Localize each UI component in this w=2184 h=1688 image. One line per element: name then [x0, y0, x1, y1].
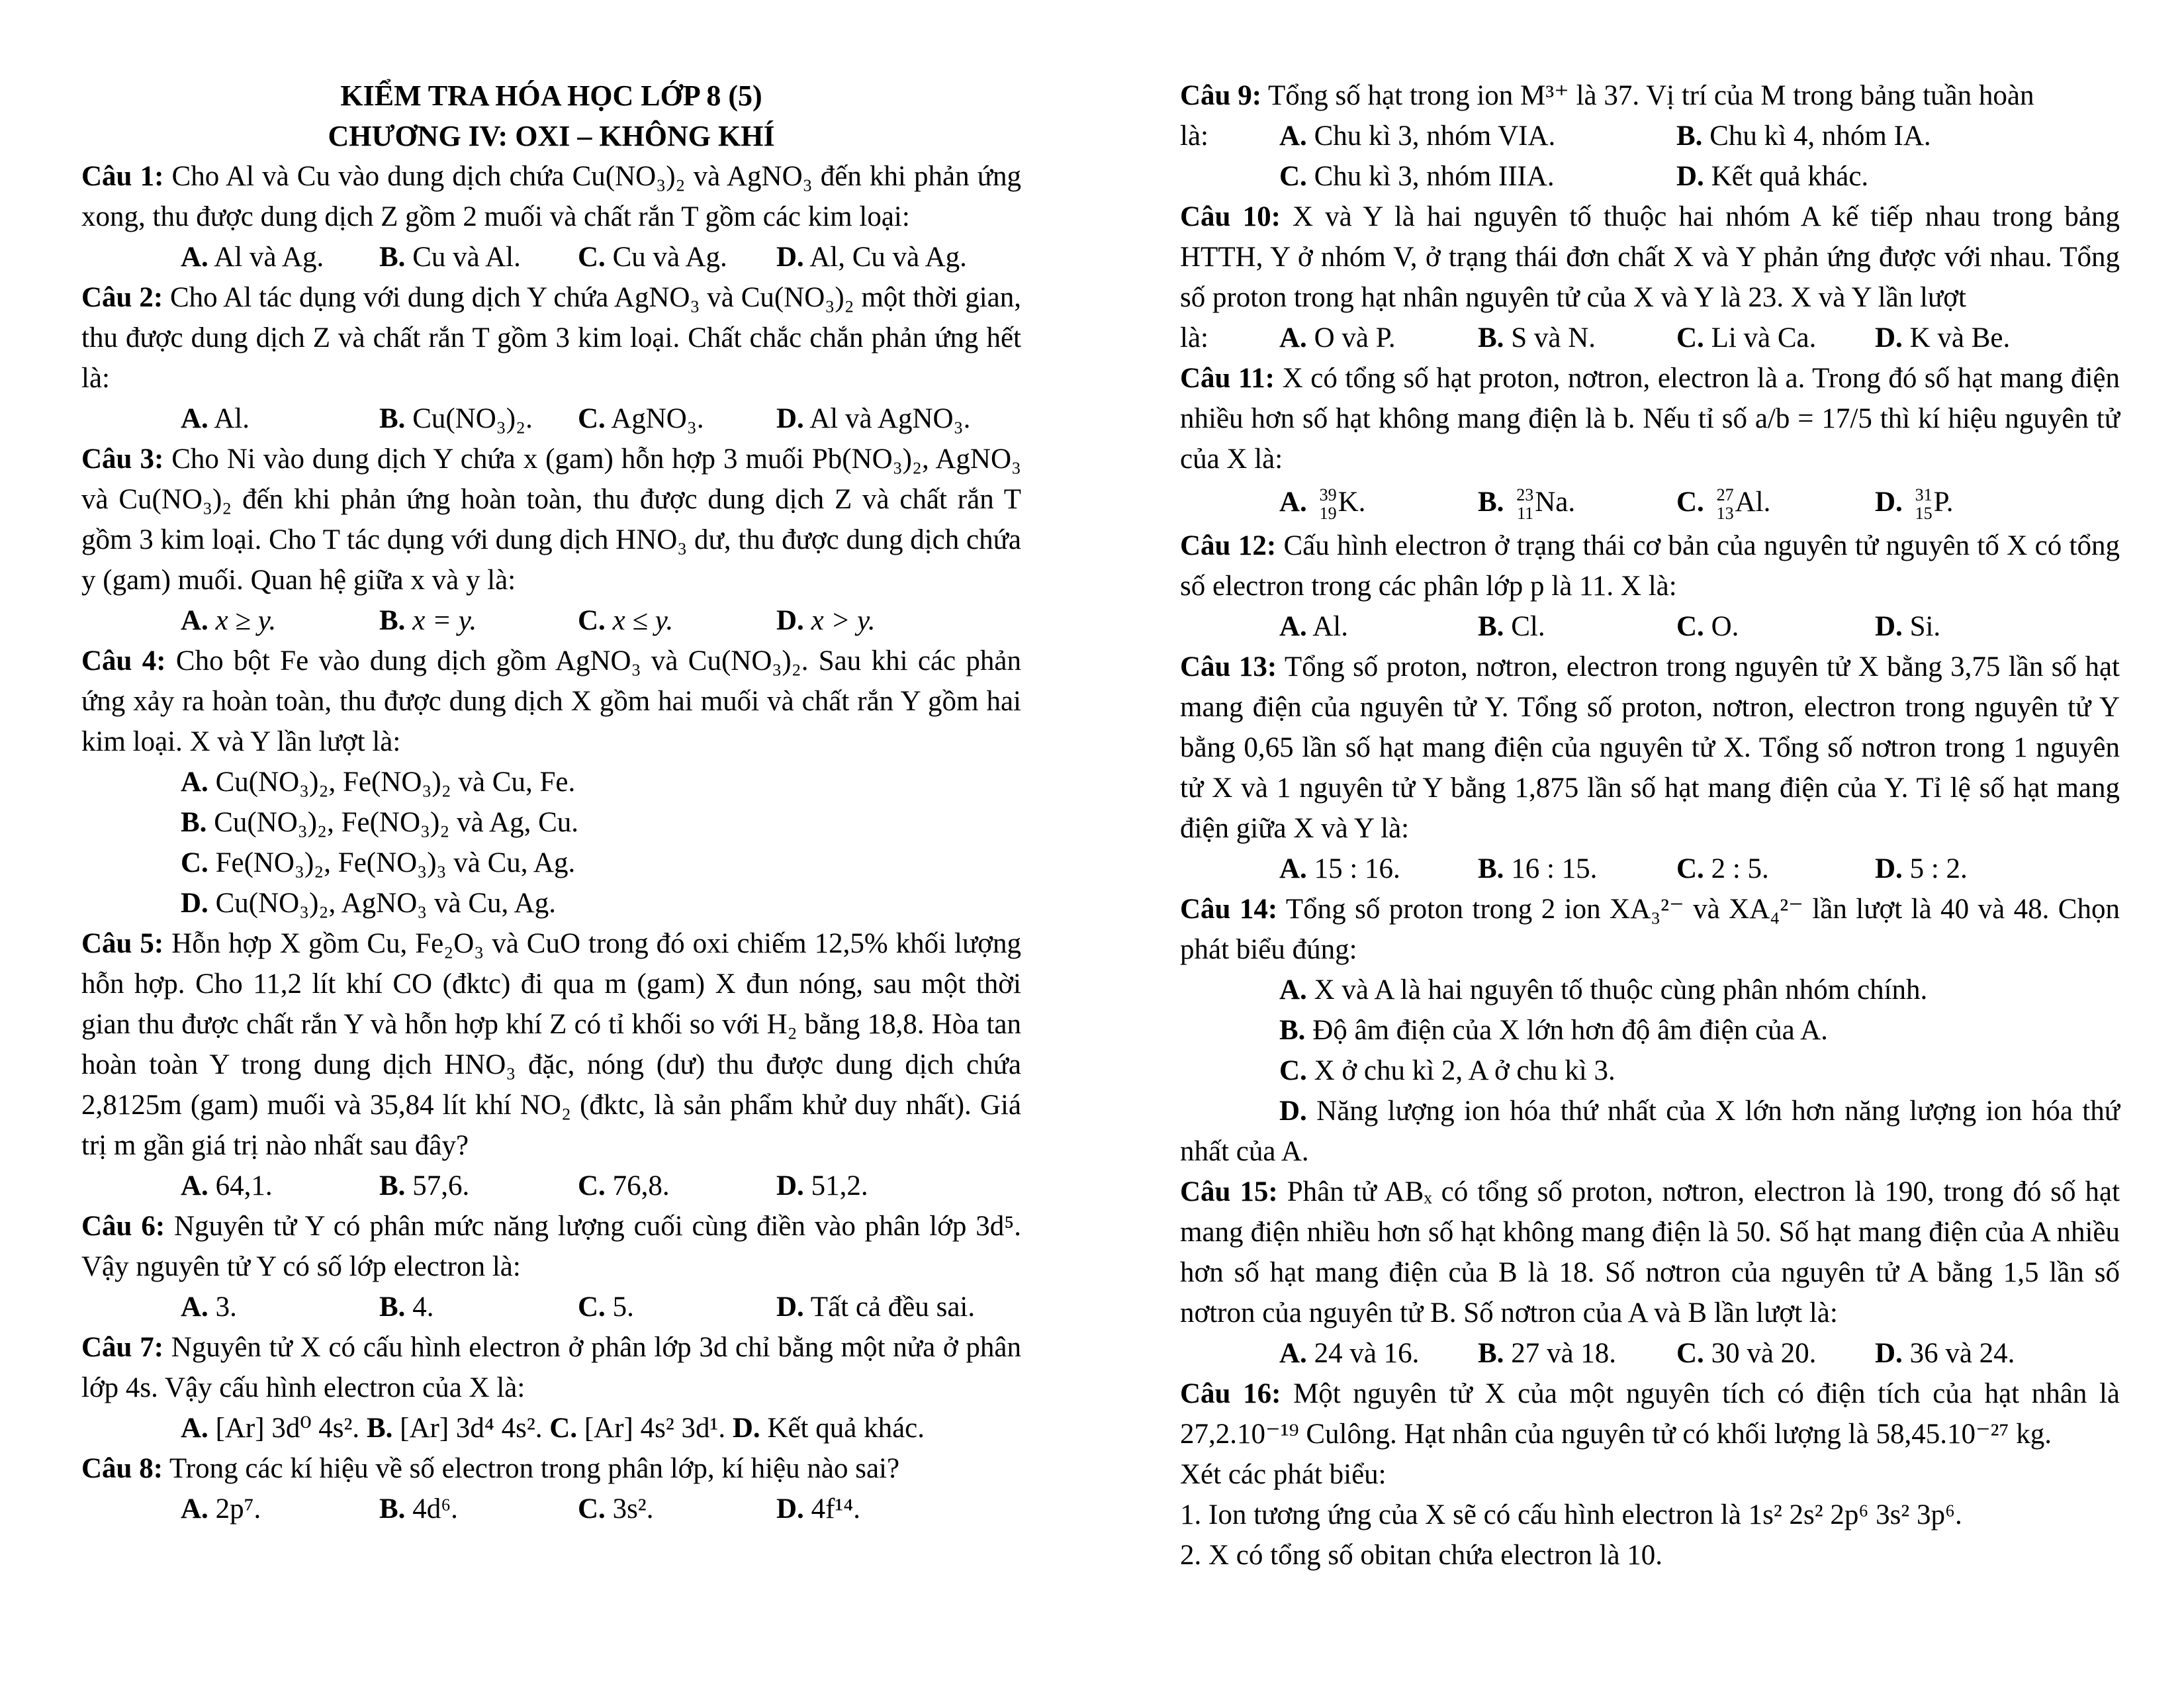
q8-options — [81, 1489, 1021, 1529]
question-12 — [1180, 526, 2120, 606]
option-b[interactable]: B. Cl. — [1478, 611, 1545, 642]
option-b[interactable]: B. 4d⁶. — [379, 1493, 458, 1524]
question-11 — [1180, 358, 2120, 479]
option-d[interactable]: D. x > y. — [776, 605, 876, 636]
q7-options — [81, 1408, 1021, 1448]
isotope-notation: 31 15 — [1915, 485, 1933, 524]
option-a[interactable]: A. Al. — [181, 403, 250, 434]
question-text: Nguyên tử X có cấu hình electron ở phân lớp 3d chỉ bằng một nửa ở phân lớp 4s. Vậy cấu hình electron của X là: — [81, 1332, 1021, 1403]
la-label: là: — [1180, 322, 1208, 353]
option-c[interactable]: C. Li và Ca. — [1676, 322, 1817, 353]
option-c[interactable]: C. AgNO₃. — [578, 403, 704, 434]
question-label: Câu 16: — [1180, 1378, 1281, 1409]
question-label: Câu 3: — [81, 444, 164, 475]
q3-options — [81, 600, 1021, 641]
option-a[interactable]: A. 3. — [181, 1291, 237, 1323]
question-text: X có tổng số hạt proton, nơtron, electron là a. Trong đó số hạt mang điện nhiều hơn số hạt không mang điện là b. Nếu tỉ số a/b = 17/5 thì kí hiệu nguyên tử của X là: — [1180, 363, 2120, 475]
left-column — [81, 75, 1021, 1529]
option-b[interactable]: B. Độ âm điện của X lớn hơn độ âm điện của A. — [1279, 1015, 1828, 1046]
option-a[interactable]: A. Cu(NO₃)₂, Fe(NO₃)₂ và Cu, Fe. — [181, 767, 576, 798]
option-c[interactable]: C. 2 : 5. — [1676, 853, 1769, 884]
option-b[interactable]: B. Cu(NO₃)₂, Fe(NO₃)₂ và Ag, Cu. — [181, 807, 579, 838]
option-d[interactable]: D. Cu(NO₃)₂, AgNO₃ và Cu, Ag. — [181, 888, 556, 919]
question-text: Cho Ni vào dung dịch Y chứa x (gam) hỗn hợp 3 muối Pb(NO₃)₂, AgNO₃ và Cu(NO₃)₂ đến khi phản ứng hoàn toàn, thu được dung dịch Z và chất rắn T gồm 3 kim loại. Cho T tác dụng với dung dịch HNO₃ dư, thu được dung dịch chứa y (gam) muối. Quan hệ giữa x và y là: — [81, 444, 1021, 596]
question-text: Cho Al và Cu vào dung dịch chứa Cu(NO₃)₂ và AgNO₃ đến khi phản ứng xong, thu được dung dịch Z gồm 2 muối và chất rắn T gồm các kim loại: — [81, 161, 1021, 232]
question-text: Hỗn hợp X gồm Cu, Fe₂O₃ và CuO trong đó oxi chiếm 12,5% khối lượng hỗn hợp. Cho 11,2 lít khí CO (đktc) đi qua m (gam) X đun nóng, sau một thời gian thu được chất rắn Y và hỗn hợp khí Z có tỉ khối so với H₂ bằng 18,8. Hòa tan hoàn toàn Y trong dung dịch HNO₃ đặc, nóng (dư) thu được dung dịch chứa 2,8125m (gam) muối và 35,84 lít khí NO₂ (đktc, là sản phẩm khử duy nhất). Giá trị m gần giá trị nào nhất sau đây? — [81, 928, 1021, 1161]
question-label: Câu 12: — [1180, 530, 1277, 561]
option-b[interactable]: B. [Ar] 3d⁴ 4s². — [366, 1413, 543, 1444]
question-text: Cho Al tác dụng với dung dịch Y chứa AgNO₃ và Cu(NO₃)₂ một thời gian, thu được dung dịch Z và chất rắn T gồm 3 kim loại. Chất chắc chắn phản ứng hết là: — [81, 282, 1021, 394]
q15-options — [1180, 1333, 2120, 1374]
option-b[interactable]: B. S và N. — [1478, 322, 1596, 353]
option-a[interactable]: A. 64,1. — [181, 1170, 273, 1201]
option-b[interactable]: B. Cu(NO₃)₂. — [379, 403, 533, 434]
question-label: Câu 8: — [81, 1453, 163, 1484]
option-d[interactable]: D. 5 : 2. — [1875, 853, 1968, 884]
question-13 — [1180, 647, 2120, 849]
option-a[interactable]: A. x ≥ y. — [181, 605, 277, 636]
q2-options — [81, 399, 1021, 439]
option-a[interactable]: A. Al và Ag. — [181, 242, 324, 273]
question-5 — [81, 923, 1021, 1166]
question-label: Câu 10: — [1180, 201, 1281, 232]
question-label: Câu 5: — [81, 928, 164, 959]
option-a[interactable]: A. O và P. — [1279, 322, 1396, 353]
q11-options — [1180, 479, 2120, 526]
question-6 — [81, 1206, 1021, 1287]
option-c[interactable]: C. 30 và 20. — [1676, 1338, 1817, 1369]
option-a[interactable]: A. 24 và 16. — [1279, 1338, 1420, 1369]
option-d[interactable]: D. Năng lượng ion hóa thứ nhất của X lớn hơn năng lượng ion hóa thứ nhất của A. — [1180, 1096, 2120, 1167]
la-label: là: — [1180, 120, 1208, 152]
option-d[interactable]: D. Al và AgNO₃. — [776, 403, 971, 434]
q9-options-row2 — [1180, 156, 2120, 197]
q13-options — [1180, 849, 2120, 889]
question-text: Nguyên tử Y có phân mức năng lượng cuối cùng điền vào phân lớp 3d⁵. Vậy nguyên tử Y có số lớp electron là: — [81, 1211, 1021, 1282]
option-c[interactable]: C. 76,8. — [578, 1170, 670, 1201]
option-b[interactable]: B. Cu và Al. — [379, 242, 521, 273]
isotope-notation: 23 11 — [1516, 485, 1534, 524]
option-d[interactable]: D. 4f¹⁴. — [776, 1493, 861, 1524]
option-a[interactable]: A. 39 19 K. — [1279, 485, 1366, 524]
option-c[interactable]: C. Fe(NO₃)₂, Fe(NO₃)₃ và Cu, Ag. — [181, 847, 576, 878]
option-d[interactable]: D. Kết quả khác. — [732, 1413, 925, 1444]
question-label: Câu 13: — [1180, 651, 1277, 682]
option-c[interactable]: C. 3s². — [578, 1493, 654, 1524]
isotope-notation: 27 13 — [1716, 485, 1734, 524]
q1-options — [81, 237, 1021, 277]
option-d[interactable]: D. Si. — [1875, 611, 1941, 642]
option-a[interactable]: A. X và A là hai nguyên tố thuộc cùng phân nhóm chính. — [1279, 974, 1928, 1006]
question-text: Phân tử ABₓ có tổng số proton, nơtron, electron là 190, trong đó số hạt mang điện nhiều hơn số hạt không mang điện là 50. Số hạt mang điện của A nhiều hơn số hạt mang điện của B là 18. Số nơtron của nguyên tử A bằng 1,5 lần số nơtron của nguyên tử B. Số nơtron của A và B lần lượt là: — [1180, 1176, 2120, 1329]
option-c[interactable]: C. 27 13 Al. — [1676, 485, 1771, 524]
option-d[interactable]: D. 31 15 P. — [1875, 485, 1954, 524]
question-3 — [81, 439, 1021, 600]
option-b[interactable]: B. 27 và 18. — [1478, 1338, 1617, 1369]
option-a[interactable]: A. [Ar] 3d⁰ 4s². — [181, 1413, 360, 1444]
isotope-notation: 39 19 — [1319, 485, 1337, 524]
question-text: Tổng số hạt trong ion M³⁺ là 37. Vị trí của M trong bảng tuần hoàn — [1268, 80, 2034, 111]
consider-statements: Xét các phát biểu: — [1180, 1459, 1387, 1490]
question-label: Câu 9: — [1180, 80, 1262, 111]
option-d[interactable]: D. 51,2. — [776, 1170, 868, 1201]
option-d[interactable]: D. Tất cả đều sai. — [776, 1291, 976, 1323]
option-a[interactable]: A. 15 : 16. — [1279, 853, 1400, 884]
option-b[interactable]: B. 4. — [379, 1291, 434, 1323]
q6-options — [81, 1287, 1021, 1327]
question-text: Cho bột Fe vào dung dịch gồm AgNO₃ và Cu(NO₃)₂. Sau khi các phản ứng xảy ra hoàn toàn, thu được dung dịch X gồm hai muối và chất rắn Y gồm hai kim loại. X và Y lần lượt là: — [81, 645, 1021, 757]
option-d[interactable]: D. Kết quả khác. — [1676, 161, 1869, 192]
statement-1: 1. Ion tương ứng của X sẽ có cấu hình electron là 1s² 2s² 2p⁶ 3s² 3p⁶. — [1180, 1499, 1962, 1530]
question-1 — [81, 156, 1021, 237]
statement-2: 2. X có tổng số obitan chứa electron là 10. — [1180, 1540, 1663, 1571]
option-c[interactable]: C. [Ar] 4s² 3d¹. — [549, 1413, 726, 1444]
option-c[interactable]: C. Chu kì 3, nhóm IIIA. — [1279, 161, 1555, 192]
q5-options — [81, 1166, 1021, 1206]
question-label: Câu 6: — [81, 1211, 165, 1242]
option-d[interactable]: D. 36 và 24. — [1875, 1338, 2015, 1369]
option-b[interactable]: B. x = y. — [379, 605, 477, 636]
question-8 — [81, 1448, 1021, 1489]
option-c[interactable]: C. X ở chu kì 2, A ở chu kì 3. — [1279, 1055, 1615, 1086]
question-label: Câu 11: — [1180, 363, 1275, 394]
question-label: Câu 7: — [81, 1332, 164, 1363]
option-b[interactable]: B. Chu kì 4, nhóm IA. — [1676, 120, 1931, 152]
question-2 — [81, 277, 1021, 399]
question-label: Câu 15: — [1180, 1176, 1278, 1207]
chapter-title: CHƯƠNG IV: OXI – KHÔNG KHÍ — [328, 120, 775, 152]
option-a[interactable]: A. Chu kì 3, nhóm VIA. — [1279, 120, 1556, 152]
question-label: Câu 14: — [1180, 894, 1278, 925]
option-d[interactable]: D. K và Be. — [1875, 322, 2011, 353]
q9-options-row1 — [1180, 116, 2120, 156]
option-c[interactable]: C. O. — [1676, 611, 1739, 642]
q10-options — [1180, 318, 2120, 358]
option-c[interactable]: C. Cu và Ag. — [578, 242, 727, 273]
question-label: Câu 1: — [81, 161, 164, 192]
question-text: Tổng số proton, nơtron, electron trong nguyên tử X bằng 3,75 lần số hạt mang điện của nguyên tử Y. Tổng số proton, nơtron, electron trong nguyên tử Y bằng 0,65 lần số hạt mang điện của nguyên tử X. Tổng số nơtron trong 1 nguyên tử X và 1 nguyên tử Y bằng 1,875 lần số hạt mang điện của Y. Tỉ lệ số hạt mang điện giữa X và Y là: — [1180, 651, 2120, 844]
question-10 — [1180, 197, 2120, 318]
question-label: Câu 4: — [81, 645, 166, 677]
question-7 — [81, 1327, 1021, 1408]
question-label: Câu 2: — [81, 282, 163, 313]
question-text: X và Y là hai nguyên tố thuộc hai nhóm A kế tiếp nhau trong bảng HTTH, Y ở nhóm V, ở trạng thái đơn chất X và Y phản ứng được với nhau. Tổng số proton trong hạt nhân nguyên tử của X và Y là 23. X và Y lần lượt — [1180, 201, 2120, 313]
question-text: Tổng số proton trong 2 ion XA₃²⁻ và XA₄²⁻ lần lượt là 40 và 48. Chọn phát biểu đúng: — [1180, 894, 2120, 965]
question-15 — [1180, 1172, 2120, 1333]
option-c[interactable]: C. 5. — [578, 1291, 634, 1323]
exam-title: KIỂM TRA HÓA HỌC LỚP 8 (5) — [340, 79, 762, 112]
question-14 — [1180, 889, 2120, 970]
question-16 — [1180, 1374, 2120, 1454]
question-text: Trong các kí hiệu về số electron trong phân lớp, kí hiệu nào sai? — [169, 1453, 900, 1484]
question-9 — [1180, 75, 2120, 116]
option-b[interactable]: B. 57,6. — [379, 1170, 470, 1201]
question-4 — [81, 641, 1021, 762]
option-a[interactable]: A. Al. — [1279, 611, 1348, 642]
option-b[interactable]: B. 23 11 Na. — [1478, 485, 1576, 524]
q12-options — [1180, 606, 2120, 647]
right-column — [1180, 75, 2120, 1575]
option-b[interactable]: B. 16 : 15. — [1478, 853, 1598, 884]
question-text: Một nguyên tử X của một nguyên tích có điện tích của hạt nhân là 27,2.10⁻¹⁹ Culông. Hạt nhân của nguyên tử có khối lượng là 58,45.10⁻²⁷ kg. — [1180, 1378, 2120, 1450]
option-a[interactable]: A. 2p⁷. — [181, 1493, 261, 1524]
option-c[interactable]: C. x ≤ y. — [578, 605, 674, 636]
option-d[interactable]: D. Al, Cu và Ag. — [776, 242, 967, 273]
question-text: Cấu hình electron ở trạng thái cơ bản của nguyên tử nguyên tố X có tổng số electron trong các phân lớp p là 11. X là: — [1180, 530, 2120, 602]
